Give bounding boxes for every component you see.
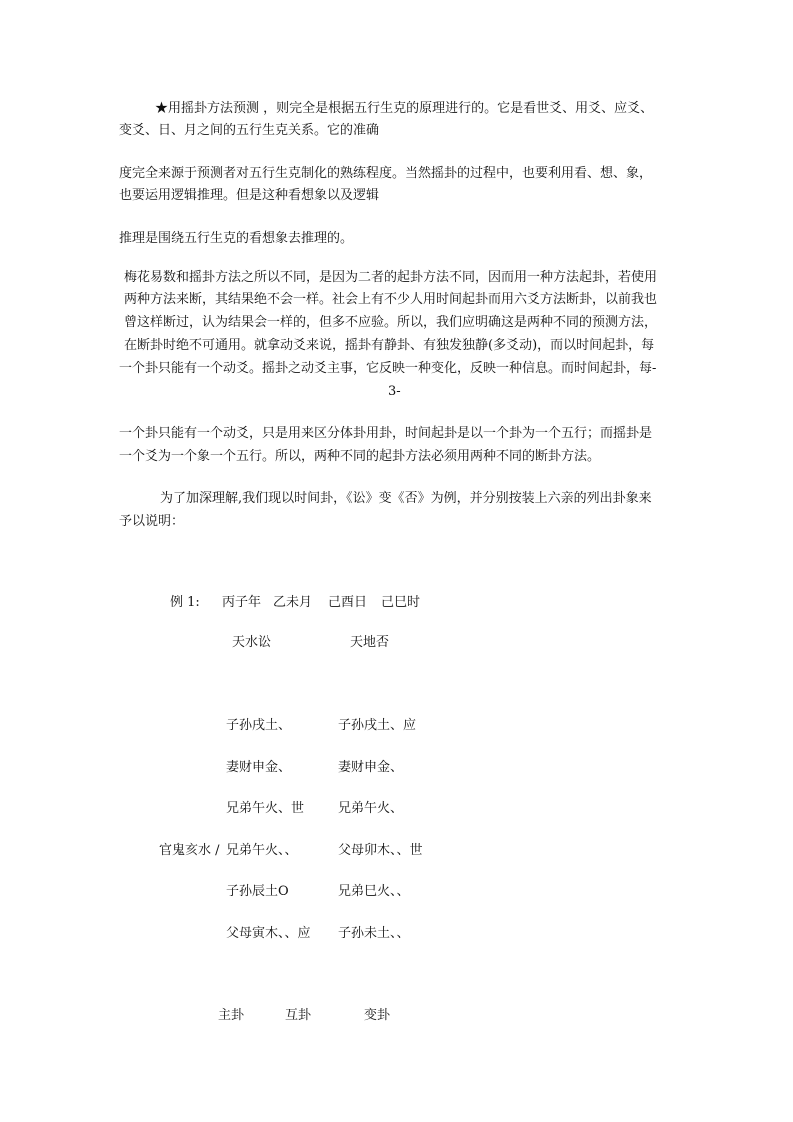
footer-label-main: 主卦 (218, 1008, 245, 1023)
main-gua-line: 父母寅木、、应 (226, 926, 311, 941)
main-gua-line: 子孙戌土、 (226, 718, 292, 733)
changed-gua-line: 子孙未土、、 (338, 926, 410, 941)
date-day: 己酉日 (328, 595, 368, 610)
text-line: 在断卦时绝不可通用。就拿动爻来说，摇卦有静卦、有独发独静(多爻动)，而以时间起卦，每 (124, 338, 655, 353)
main-gua-line: 子孙辰土O (226, 884, 289, 899)
main-gua-line: 妻财申金、 (226, 760, 292, 775)
gua-name-changed: 天地否 (350, 635, 390, 650)
gua-name-main: 天水讼 (232, 635, 272, 650)
text-line: 两种方法来断，其结果绝不会一样。社会上有不少人用时间起卦而用六爻方法断卦，以前我也 (124, 292, 658, 307)
changed-gua-line: 子孙戌土、应 (338, 718, 417, 733)
text-line: 度完全来源于预测者对五行生克制化的熟练程度。当然摇卦的过程中，也要利用看、想、象， (119, 166, 653, 181)
text-line: 推理是围绕五行生克的看想象去推理的。 (119, 231, 354, 246)
changed-gua-line: 兄弟巳火、、 (338, 884, 410, 899)
text-line: 也要运用逻辑推理。但是这种看想象以及逻辑 (119, 188, 380, 203)
main-gua-line: 兄弟午火、世 (226, 801, 305, 816)
changed-gua-line: 兄弟午火、 (338, 801, 404, 816)
footer-label-mutual: 互卦 (285, 1008, 312, 1023)
changed-gua-line: 父母卯木、、世 (338, 843, 423, 858)
date-month: 乙未月 (273, 595, 313, 610)
text-line: 一个卦只能有一个动爻，只是用来区分体卦用卦，时间起卦是以一个卦为一个五行；而摇卦是 (119, 426, 653, 441)
text-line: 变爻、日、月之间的五行生克关系。它的准确 (119, 123, 380, 138)
date-hour: 己巳时 (381, 595, 421, 610)
changed-gua-line: 妻财申金、 (338, 760, 404, 775)
text-line: 一个卦只能有一个动爻。摇卦之动爻主事，它反映一种变化，反映一种信息。而时间起卦，每- (119, 361, 657, 376)
fushen-label: 官鬼亥水 / (159, 843, 220, 858)
date-year: 丙子年 (222, 595, 262, 610)
text-line: ★用摇卦方法预测 ，则完全是根据五行生克的原理进行的。它是看世爻、用爻、应爻、 (155, 101, 654, 116)
footer-label-changed: 变卦 (364, 1008, 391, 1023)
text-line: 予以说明： (119, 514, 185, 529)
text-line: 曾这样断过，认为结果会一样的，但多不应验。所以，我们应明确这是两种不同的预测方法， (124, 315, 658, 330)
page-number: 3- (388, 384, 401, 399)
text-line: 为了加深理解,我们现以时间卦，《讼》变《否》为例，并分别按装上六亲的列出卦象来 (160, 491, 652, 506)
text-line: 梅花易数和摇卦方法之所以不同，是因为二者的起卦方法不同，因而用一种方法起卦，若使用 (124, 270, 658, 285)
example-label: 例 1: (170, 595, 200, 610)
text-line: 一个爻为一个象一个五行。所以，两种不同的起卦方法必须用两种不同的断卦方法。 (119, 449, 601, 464)
main-gua-line: 兄弟午火、、 (226, 843, 298, 858)
